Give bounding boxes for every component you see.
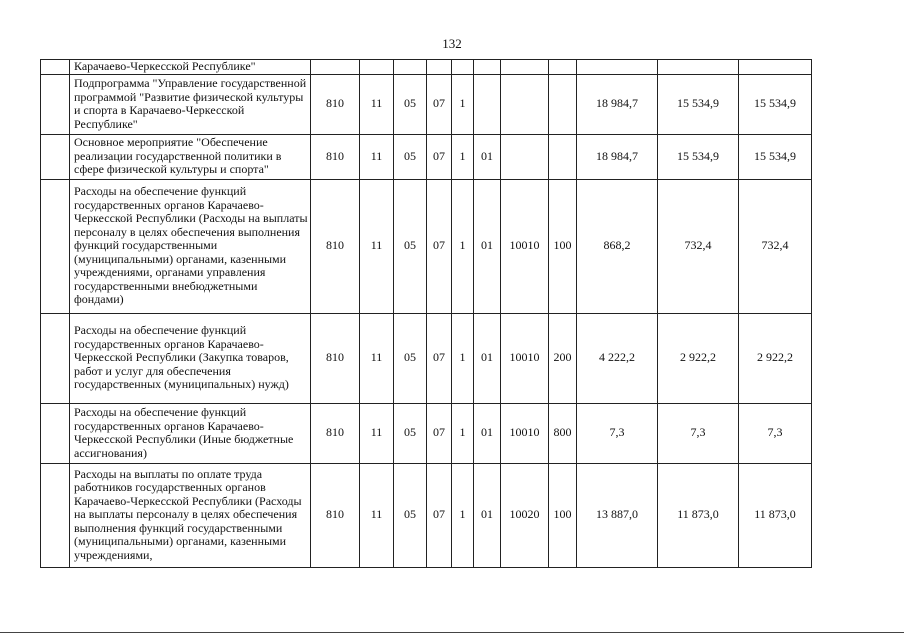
dir-cell: 10010 xyxy=(501,313,549,403)
program-cell: 07 xyxy=(427,313,452,403)
year2-amount: 15 534,9 xyxy=(658,74,739,134)
ved-cell: 810 xyxy=(311,74,360,134)
pr-cell: 05 xyxy=(394,74,427,134)
year2-amount: 7,3 xyxy=(658,403,739,463)
year3-amount: 15 534,9 xyxy=(739,74,812,134)
table-row xyxy=(41,134,812,179)
row-name: Основное мероприятие "Обеспечение реализации государственной политики в сфере физической культуры и спорта" xyxy=(70,134,311,179)
table-row xyxy=(41,403,812,463)
row-name: Расходы на обеспечение функций государственных органов Карачаево-Черкесской Республики (Расходы на выплаты персоналу в целях обеспечения выполнения функций государственными (муниципальными) органами, казенными учреждениями, органами управления государственными внебюджетными фондами) xyxy=(70,179,311,313)
year2-amount: 11 873,0 xyxy=(658,463,739,567)
year2-amount: 15 534,9 xyxy=(658,134,739,179)
main-cell: 01 xyxy=(474,179,501,313)
table-row xyxy=(41,313,812,403)
main-cell: 01 xyxy=(474,463,501,567)
sub-cell xyxy=(452,60,474,75)
row-name: Расходы на выплаты по оплате труда работников государственных органов Карачаево-Черкесской Республики (Расходы на выплаты персоналу в целях обеспечения выполнения функций государственными (муниципальными) органами, казенными учреждениями, xyxy=(70,463,311,567)
program-cell: 07 xyxy=(427,74,452,134)
vr-cell: 100 xyxy=(549,463,577,567)
index-cell xyxy=(41,403,70,463)
sub-cell: 1 xyxy=(452,134,474,179)
year1-amount: 13 887,0 xyxy=(577,463,658,567)
index-cell xyxy=(41,134,70,179)
vr-cell: 100 xyxy=(549,179,577,313)
rz-cell: 11 xyxy=(360,74,394,134)
ved-cell: 810 xyxy=(311,403,360,463)
main-cell: 01 xyxy=(474,134,501,179)
program-cell: 07 xyxy=(427,463,452,567)
rz-cell: 11 xyxy=(360,179,394,313)
rz-cell: 11 xyxy=(360,134,394,179)
pr-cell: 05 xyxy=(394,403,427,463)
main-cell xyxy=(474,74,501,134)
row-name: Расходы на обеспечение функций государственных органов Карачаево-Черкесской Республики (Иные бюджетные ассигнования) xyxy=(70,403,311,463)
rz-cell xyxy=(360,60,394,75)
vr-cell xyxy=(549,134,577,179)
year1-amount: 18 984,7 xyxy=(577,74,658,134)
page-number: 132 xyxy=(442,36,462,51)
table-row xyxy=(41,463,812,567)
dir-cell xyxy=(501,74,549,134)
pr-cell: 05 xyxy=(394,313,427,403)
dir-cell: 10010 xyxy=(501,179,549,313)
main-cell: 01 xyxy=(474,403,501,463)
vr-cell: 800 xyxy=(549,403,577,463)
dir-cell xyxy=(501,134,549,179)
rz-cell: 11 xyxy=(360,463,394,567)
page-edge-rule xyxy=(0,632,904,633)
pr-cell: 05 xyxy=(394,179,427,313)
ved-cell: 810 xyxy=(311,313,360,403)
dir-cell: 10020 xyxy=(501,463,549,567)
table-row xyxy=(41,179,812,313)
budget-table xyxy=(40,59,812,568)
sub-cell: 1 xyxy=(452,463,474,567)
year2-amount: 732,4 xyxy=(658,179,739,313)
index-cell xyxy=(41,463,70,567)
year3-amount: 732,4 xyxy=(739,179,812,313)
rz-cell: 11 xyxy=(360,403,394,463)
ved-cell: 810 xyxy=(311,463,360,567)
main-cell xyxy=(474,60,501,75)
row-name: Подпрограмма "Управление государственной программой "Развитие физической культуры и спорта в Карачаево-Черкесской Республике" xyxy=(70,74,311,134)
ved-cell: 810 xyxy=(311,179,360,313)
sub-cell: 1 xyxy=(452,74,474,134)
year3-amount: 7,3 xyxy=(739,403,812,463)
table-row xyxy=(41,60,812,75)
year1-amount: 7,3 xyxy=(577,403,658,463)
index-cell xyxy=(41,313,70,403)
program-cell: 07 xyxy=(427,403,452,463)
ved-cell: 810 xyxy=(311,134,360,179)
year1-amount xyxy=(577,60,658,75)
sub-cell: 1 xyxy=(452,313,474,403)
vr-cell xyxy=(549,60,577,75)
main-cell: 01 xyxy=(474,313,501,403)
index-cell xyxy=(41,74,70,134)
dir-cell xyxy=(501,60,549,75)
vr-cell: 200 xyxy=(549,313,577,403)
year2-amount: 2 922,2 xyxy=(658,313,739,403)
year1-amount: 868,2 xyxy=(577,179,658,313)
rz-cell: 11 xyxy=(360,313,394,403)
year3-amount: 15 534,9 xyxy=(739,134,812,179)
index-cell xyxy=(41,179,70,313)
program-cell: 07 xyxy=(427,134,452,179)
year3-amount xyxy=(739,60,812,75)
year1-amount: 18 984,7 xyxy=(577,134,658,179)
year1-amount: 4 222,2 xyxy=(577,313,658,403)
dir-cell: 10010 xyxy=(501,403,549,463)
program-cell: 07 xyxy=(427,179,452,313)
program-cell xyxy=(427,60,452,75)
pr-cell: 05 xyxy=(394,463,427,567)
pr-cell: 05 xyxy=(394,134,427,179)
row-name: Карачаево-Черкесской Республике" xyxy=(70,60,311,75)
year2-amount xyxy=(658,60,739,75)
sub-cell: 1 xyxy=(452,179,474,313)
table-row xyxy=(41,74,812,134)
year3-amount: 11 873,0 xyxy=(739,463,812,567)
row-name: Расходы на обеспечение функций государственных органов Карачаево-Черкесской Республики (Закупка товаров, работ и услуг для обеспечения государственных (муниципальных) нужд) xyxy=(70,313,311,403)
vr-cell xyxy=(549,74,577,134)
pr-cell xyxy=(394,60,427,75)
sub-cell: 1 xyxy=(452,403,474,463)
year3-amount: 2 922,2 xyxy=(739,313,812,403)
index-cell xyxy=(41,60,70,75)
ved-cell xyxy=(311,60,360,75)
